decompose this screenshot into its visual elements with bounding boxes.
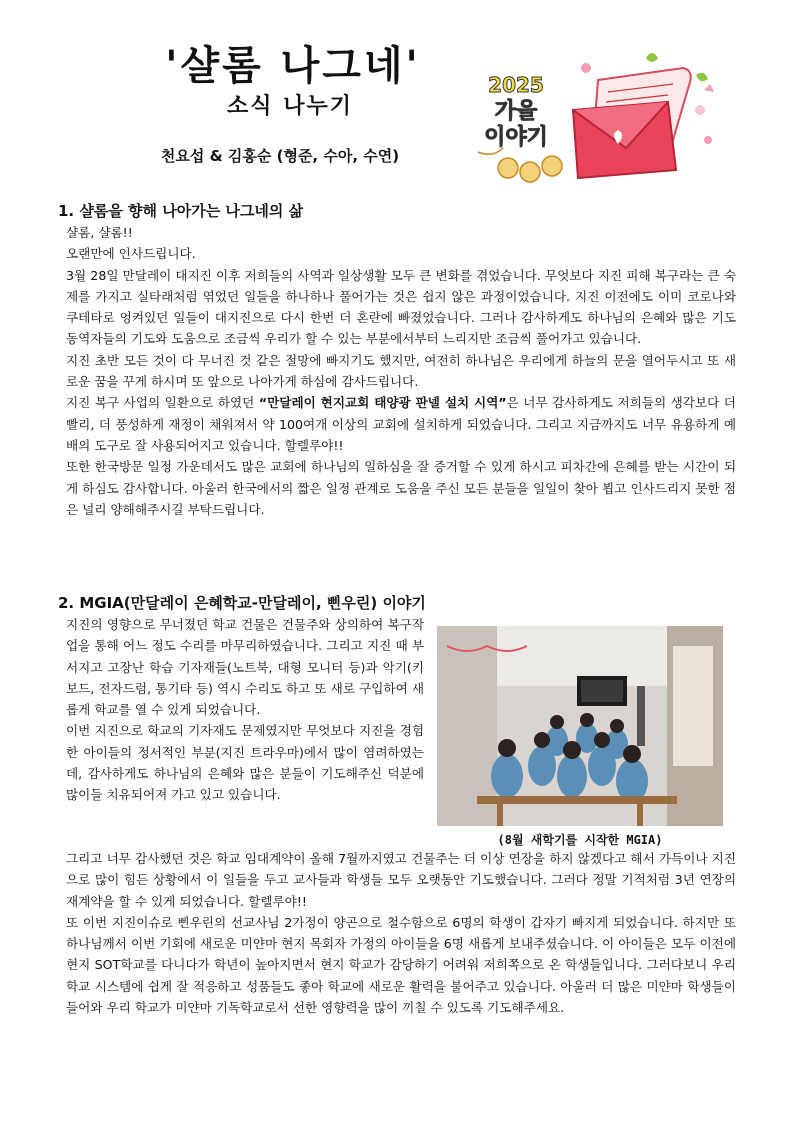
autumn-story-logo xyxy=(468,40,723,190)
solar-post-text: 은 너무 감사하게도 저희들의 생각보다 더 빨리, 더 풍성하게 재정이 채워져서 약 100여개 이상의 교회에 설치하게 되었습니다. 그리고 지금까지도 너무 유용하게 예배의 도구로 잘 사용되어지고 있습니다. 할렐루야!! xyxy=(66,395,736,453)
section2-heading: 2. MGIA(만달레이 은혜학교-만달레이, 삔우린) 이야기 xyxy=(58,594,426,612)
gratitude-paragraph: 지진 초반 모든 것이 다 무너진 것 같은 절망에 빠지기도 했지만, 여전히 하나님은 우리에게 하늘의 문을 열어두시고 또 새로운 꿈을 꾸게 하시며 또 앞으로 나아가게 하심에 감사드립니다. xyxy=(66,352,736,390)
greeting-line: 샬롬, 샬롬!! xyxy=(66,225,133,240)
new-students-paragraph: 또 이번 지진이슈로 삔우린의 선교사님 2가정이 양곤으로 철수함으로 6명의 학생이 갑자기 빠지게 되었습니다. 하지만 또 하나님께서 이번 기회에 새로운 미얀마 현지 목회자 가정의 아이들을 6명 새롭게 보내주셨습니다. 이 아이들은 모두 이전에 현지 SOT학교를 다니다가 학년이 높아지면서 현지 학교가 감당하기 어려워 저희쪽으로 온 학생들입니다. 그러다보니 우리학교 시스템에 쉽게 잘 적응하고 성품들도 좋아 학교에 새로운 활력을 불어주고 있습니다. 아울러 더 많은 미얀마 학생들이 들어와 우리 학교가 미얀마 기독학교로서 선한 영향력을 많이 끼칠 수 있도록 기도해주세요. xyxy=(66,914,736,1016)
photo-caption: (8월 새학기를 시작한 MGIA) xyxy=(497,833,663,847)
intro-line: 오랜만에 인사드립니다. xyxy=(66,246,196,262)
trauma-paragraph: 이번 지진으로 학교의 기자재도 문제였지만 무엇보다 지진을 경험한 아이들의 정서적인 부분(지진 트라우마)에서 많이 염려하였는데, 감사하게도 하나님의 은혜와 많은 분들이 기도해주신 덕분에 많이들 치유되어져 가고 있고 있습니다. xyxy=(66,723,424,803)
logo-line1-text: 가을 xyxy=(494,99,538,124)
solar-panel-paragraph xyxy=(66,392,736,456)
newsletter-title: '샬롬 나그네' xyxy=(165,43,421,89)
classroom-photo xyxy=(437,626,723,826)
logo-year-text: 2025 xyxy=(488,73,544,97)
korea-visit-paragraph: 또한 한국방문 일정 가운데서도 많은 교회에 하나님의 일하심을 잘 증거할 수 있게 하시고 피차간에 은혜를 받는 시간이 되게 하심도 감사합니다. 아울러 한국에서의 짧은 일정 관계로 도움을 주신 모든 분들을 일일이 찾아 뵙고 인사드리지 못한 점은 널리 양해해주시길 부탁드립니다. xyxy=(66,459,736,517)
school-repair-paragraph: 지진의 영향으로 무너졌던 학교 건물은 건물주와 상의하여 복구작업을 통해 어느 정도 수리를 마무리하였습니다. 그리고 지진 때 부서지고 고장난 학습 기자재들(노트북, 대형 모니터 등)과 악기(키보드, 전자드럼, 통기타 등) 역시 수리도 하고 또 새로 구입하여 새롭게 학교를 열 수 있게 되었습니다. xyxy=(66,617,424,718)
family-names: 천요섭 & 김홍순 (형준, 수아, 수연) xyxy=(160,147,400,165)
solar-project-title: “만달레이 현지교회 태양광 판넬 설치 시역” xyxy=(258,395,507,411)
envelope-illustration xyxy=(468,40,723,190)
classroom-photo-illustration xyxy=(437,626,723,826)
logo-line2-text: 이야기 xyxy=(484,125,548,150)
newsletter-subtitle: 소식 나누기 xyxy=(227,94,353,119)
lease-renewal-paragraph: 그리고 너무 감사했던 것은 학교 임대계약이 올해 7월까지였고 건물주는 더 이상 연장을 하지 않겠다고 해서 가득이나 지진으로 많이 힘든 상황에서 이 일들을 두고 교사들과 학생들 모두 오랫동안 기도했습니다. 그러다 정말 기적처럼 3년 연장의 재계약을 할 수 있게 되었습니다. 할렐루야!! xyxy=(66,851,736,909)
section2-body-narrow xyxy=(66,614,424,806)
section1-heading: 1. 샬롬을 향해 나아가는 나그네의 삶 xyxy=(58,202,304,220)
solar-pre-text: 지진 복구 사업의 일환으로 하였던 xyxy=(66,395,259,411)
earthquake-paragraph: 3월 28일 만달레이 대지진 이후 저희들의 사역과 일상생활 모두 큰 변화를 겪었습니다. 무엇보다 지진 피해 복구라는 큰 숙제를 가지고 실타래처럼 엮었던 일들을 하나하나 풀어가는 것은 쉽지 않은 과정이었습니다. 지진 이전에도 이미 코로나와 쿠테타로 엉켜있던 일들이 대지진으로 다시 한번 더 혼란에 빠졌었습니다. 그러나 감사하게도 하나님의 은혜와 많은 기도 동역자들의 기도와 도움으로 조금씩 우리가 할 수 있는 부분에서부터 느리지만 조금씩 풀어가고 있습니다. xyxy=(66,267,736,347)
section1-body xyxy=(66,222,736,520)
section2-body-wide xyxy=(66,848,736,1018)
